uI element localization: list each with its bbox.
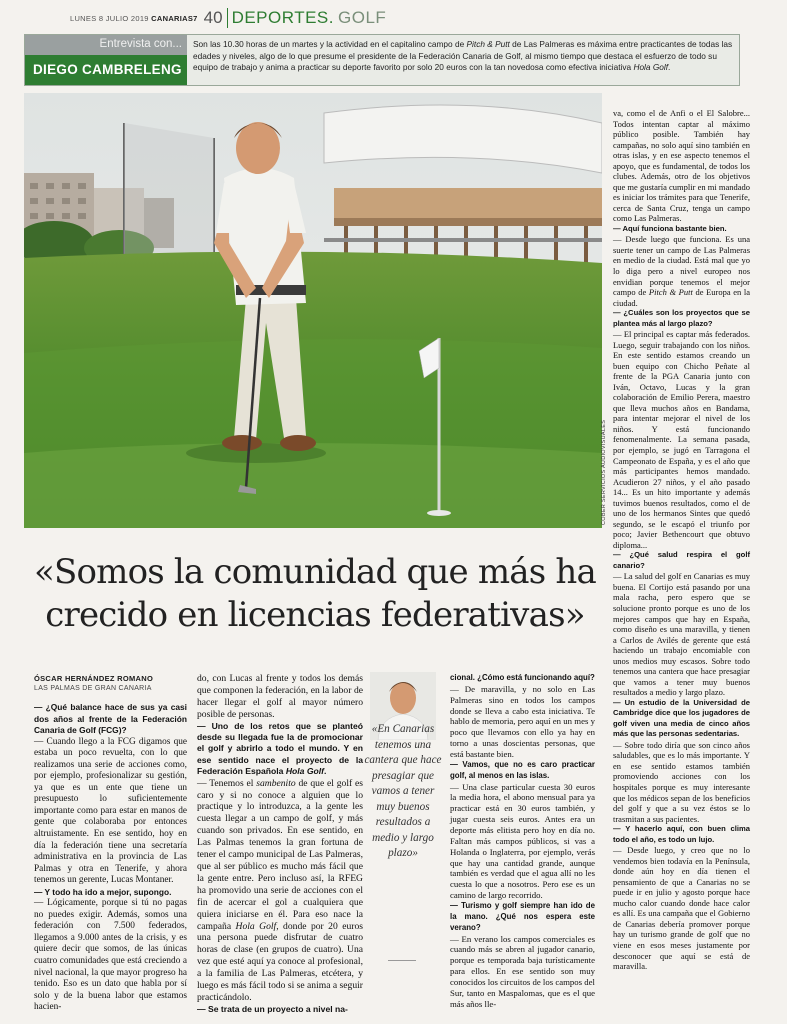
interviewee-name: DIEGO CAMBRELENG (25, 55, 187, 85)
dateline (70, 14, 198, 28)
question: cional. ¿Cómo está funcionando aquí? (450, 673, 595, 682)
question: — Se trata de un proyecto a nivel na- (197, 1003, 348, 1014)
page-number: 40 (203, 8, 223, 27)
answer: — El principal es captar más federados. Luego, seguir trabajando con los niños. En este sentido estamos creando un buen equipo con Chicho Peñate al frente de la PGA Canaria junto con Iván, Octavo, Lucas y la gran colaboración de Emilio Perera, maestro que lleva muchos años en Bandama, para intentar mejorar el nivel de los niños. Y está funcionando fenomenalmente. La semana pasada, por ejemplo, se jugó en Tarragona el Campeonato de España, y es el año que más participantes hemos mandado. Acudieron 27 niños, y el año pasado 14... Es un hito importante y además tuvimos buenos resultados, como el de uno de los hermanos Sintes que quedó segundo, se le escapó el triunfo por poco; Javier Bethencourt que obtuvo diploma... (613, 329, 750, 550)
question: — ¿Qué balance hace de sus ya casi dos años al frente de la Federación Canaria de Golf (FCG)? (34, 702, 187, 736)
question: — ¿Cuáles son los proyectos que se plantea más al largo plazo? (613, 308, 750, 328)
answer: do, con Lucas al frente y todos los demás que componen la federación, en la labor de hacer llegar el golf al mayor número posible de personas. (197, 673, 363, 720)
answer: — Desde luego que funciona. Es una suerte tener un campo de Las Palmeras en medio de la ciudad. Está mal que yo lo diga pero a nivel europeo nos envidian porque tenemos el mejor campo de Pitch & Putt de Europa en la ciudad. (613, 234, 751, 308)
question: — Turismo y golf siempre han ido de la mano. ¿Qué nos espera este verano? (450, 901, 595, 932)
interview-label: Entrevista con... (25, 35, 187, 55)
answer: — Desde luego, y creo que no lo vendemos bien todavía en la Península, donde aún hoy en día tienen el pensamiento de que a Canarias no se puede ir en julio y agosto porque hace mucho calor cuando donde hace calor es allí. Es una campaña que el Gobierno de Canarias debería promover porque hay un turismo grande de golf que no viene en esos meses justamente por desconocer que aquí se está de maravilla. (613, 845, 750, 972)
section-title (232, 8, 387, 28)
question: — Uno de los retos que se planteó desde su llegada fue la de promocionar el golf y abrirlo a todo el mundo. Y en ese sentido nace el proyecto de la Federación Española Hola Golf. (197, 720, 363, 777)
answer: — En verano los campos comerciales es cuando más se abren al jugador canario, porque es temporada baja turísticamente para ellos. En ese sentido son muy conocidos los circuitos de los campos del Sur, tanto en Maspalomas, que es el que más años lle- (450, 933, 595, 1009)
answer: — Cuando llego a la FCG digamos que estaba un poco revuelta, con lo que realizamos una serie de acciones como, por ejemplo, profesionalizar su gestión, ya que es un ente que tiene un presupuesto lo suficientemente importante como para estar en manos de gente que colaboraba por entonces altruistamente. En ese sentido, hoy en día la federación tiene una secretaría administrativa en la provincia de Las Palmas y otra en Tenerife, y ahora tenemos un gerente, Lucas Montaner. (34, 736, 187, 886)
question: — Un estudio de la Universidad de Cambridge dice que los jugadores de golf viven una media de cinco años más que las personas sedentarias. (613, 697, 750, 739)
answer: va, como el de Anfi o el El Salobre... Todos intentan captar al máximo público posible. También hay campañas, no solo aquí sino también en otras islas, y en ese aspecto tenemos el apoyo, que es fundamental, de todos los clubes. Además, otro de los objetivos que me gustaría cumplir en mi mandado es iniciar los trámites para que Tenerife, cerca de Santa Cruz, tenga un campo como Las Palmeras. (613, 108, 750, 224)
golfer-photo-illustration (24, 93, 602, 528)
lead-label-block (25, 35, 187, 85)
answer: — Lógicamente, porque si tú no pagas no puedes exigir. Además, somos una federación con 7.500 federados, llegamos a 9.000 antes de la crisis, y es quiere decir que somos, de las únicas cuatro comunidades que está creciendo a nivel nacional, la que mayor progreso ha tenido. Eso es un dato que habla por sí solo y de la buena labor que estamos hacien- (34, 898, 187, 1013)
question: — Y hacerlo aquí, con buen clima todo el año, es todo un lujo. (613, 824, 750, 844)
answer: — Una clase particular cuesta 30 euros la media hora, el abono mensual para ya practicar está en 30 euros también, y jugar cuesta seis euros. Antes era un deporte más elitista pero hoy en día no. Faltan más campos públicos, si vas a Holanda o Inglaterra, por ejemplo, verás que hay una cantidad grande, aunque también es verdad que el agua allí no les cuesta lo que a nosotros. Pero ese es un camino de largo recorrido. (450, 781, 595, 901)
author-name: ÓSCAR HERNÁNDEZ ROMANO (34, 674, 154, 683)
lead-text: Son las 10.30 horas de un martes y la actividad en el capitalino campo de Pitch & Putt de Las Palmeras es máxima entre practicantes de todas las edades y niveles, algo de lo que presume el presidente de la Federación Canaria de Golf, al mismo tiempo que destaca el esfuerzo de todo su equipo de trabajo y anima a practicar su deporte favorito por solo 20 euros con la tan novedosa como efectiva iniciativa Hola Golf. (193, 39, 733, 72)
pull-quote: «En Canarias tenemos una cantera que hace presagiar que vamos a tener muy buenos resultados a medio y largo plazo» (364, 723, 442, 859)
article-column-1 (34, 702, 187, 1014)
photo-credit: COBER SERVICIOS AUDIOVISUALES (601, 419, 607, 525)
answer: — Tenemos el sambenito de que el golf es caro y si no conoce a alguien que lo practique y lo introduzca, a la gente les cuesta llegar a un campo de golf, y más cuando son privados. En ese sentido, en Las Palmas tenemos la gran fortuna de tener el campo municipal de Las Palmeras, que al ser público es mucho más fácil que la gente entre. Pero incluso así, la RFEG ha promovido una serie de acciones con el fin de acercar el gol a cualquiera que quiera iniciarse en él. Para eso nace la campaña Hola Golf, donde por 20 euros una persona puede disfrutar de cuatro horas de clase (en grupos de cuatro). Una vez que esté aquí ya conoce al profesional, a la familia de Las Palmeras, etcétera, y luego es más fácil todo si se anima a seguir practicándolo. (197, 777, 363, 1003)
page-header (70, 6, 740, 28)
header-divider (227, 8, 228, 28)
byline-place: LAS PALMAS DE GRAN CANARIA (34, 685, 152, 692)
publication-name: CANARIAS7 (151, 14, 198, 23)
question: — Aquí funciona bastante bien. (613, 223, 727, 233)
date: LUNES 8 JULIO 2019 (70, 14, 149, 23)
main-photo (24, 93, 602, 528)
article-column-3 (450, 673, 595, 1010)
answer: — Sobre todo diría que son cinco años saludables, que es lo más importante. Y en ese sentido estamos también promoviendo acciones con los hospitales porque es muy interesante que los médicos sepan de los beneficios del golf y que a su vez éstos se lo trasmitan a sus pacientes. (613, 739, 750, 824)
section-name: DEPORTES. (231, 8, 334, 27)
pull-quote-rule (388, 960, 416, 961)
question: — Vamos, que no es caro practicar golf, al menos en las islas. (450, 759, 595, 780)
question: — Y todo ha ido a mejor, supongo. (34, 886, 172, 897)
article-column-2 (197, 673, 363, 1015)
headline: «Somos la comunidad que más ha crecido en licencias federativas» (33, 552, 597, 635)
answer: — De maravilla, y no solo en Las Palmeras sino en todos los campos donde se lleva a cabo esta iniciativa. Te hablo de memoria, pero aquí en un mes y poco que llevamos con ello ya hay en torno a unas doscientas personas, que está bastante bien. (450, 683, 595, 760)
article-column-4 (613, 108, 750, 972)
question: — ¿Qué salud respira el golf canario? (613, 550, 750, 570)
byline (34, 674, 153, 692)
answer: — La salud del golf en Canarias es muy buena. El Cortijo está pasando por una mala racha, pero espero que se solucione pronto porque es uno de los mejores campos que hay en España, como diseño es una maravilla, y tienen a Carlos de Avilés de gerente que está haciendo un trabajo encomiable con unos medios muy escasos. Sobre todo tenemos una cantera que hace presagiar que vamos a tener muy buenos resultados a medio y largo plazo. (613, 571, 750, 698)
lead-box (24, 34, 740, 86)
subsection-name: GOLF (338, 8, 387, 27)
